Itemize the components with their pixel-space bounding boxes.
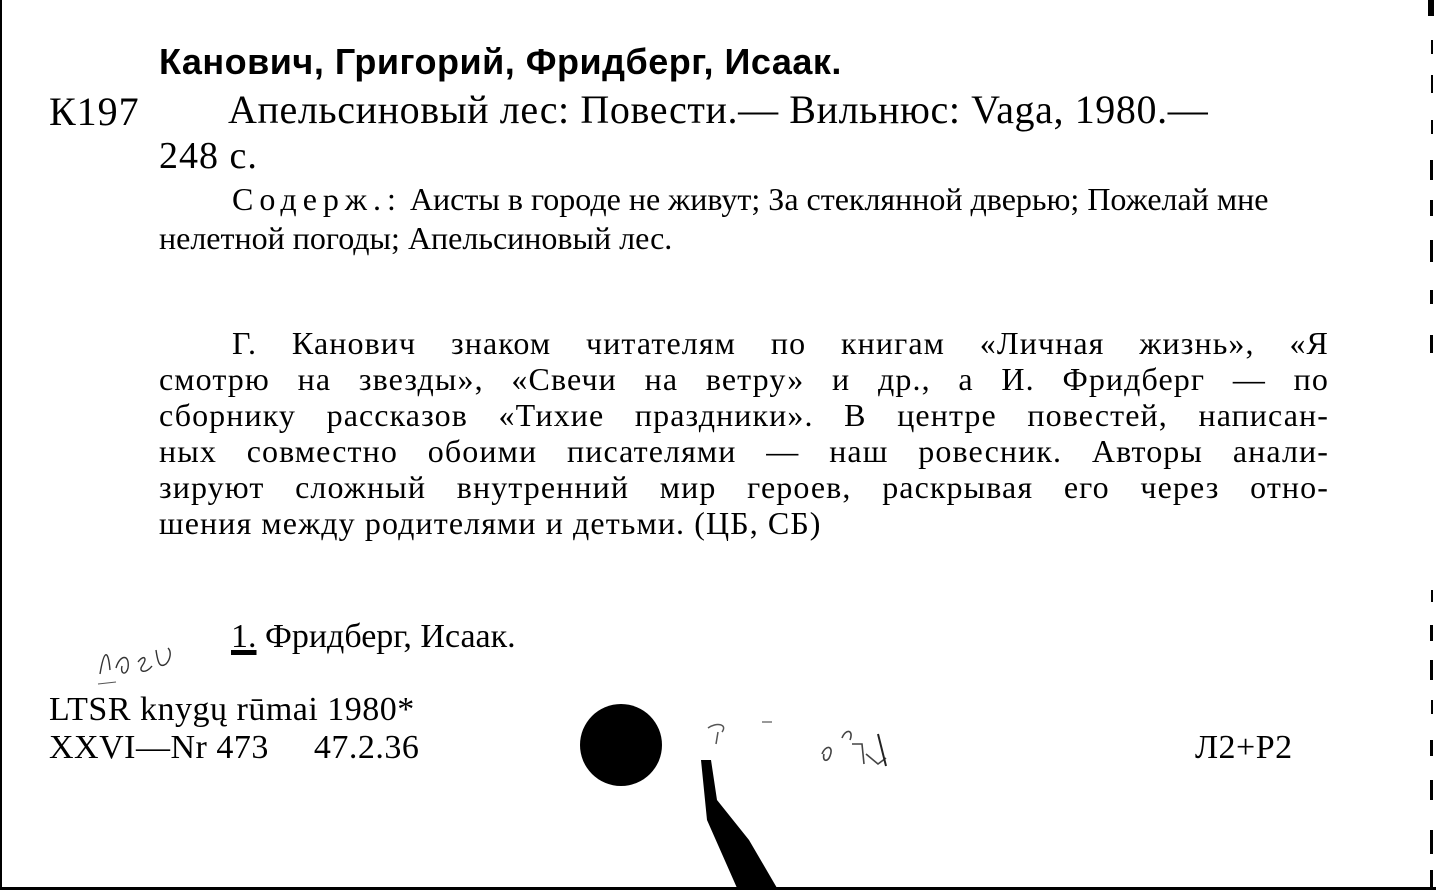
imprint-line-1: LTSR knygų rūmai 1980* bbox=[49, 691, 415, 728]
annotation-line: зируют сложный внутренний мир героев, раскрывая его через отно- bbox=[159, 469, 1329, 505]
tracing-number: 1. bbox=[231, 618, 257, 655]
annotation-line: сборнику рассказов «Тихие праздники». В центре повестей, написан- bbox=[159, 397, 1329, 433]
classification-codes: Л2+Р2 bbox=[1195, 729, 1293, 766]
scan-shadow bbox=[697, 760, 787, 888]
annotation-line: шения между родителями и детьми. (ЦБ, СБ) bbox=[159, 505, 822, 541]
contents-text: Аисты в городе не живут; За стеклянной дверью; Пожелай мне нелетной погоды; Апельсиновый лес. bbox=[159, 181, 1269, 256]
tracing-entry bbox=[231, 620, 516, 654]
page-count: 248 с. bbox=[159, 135, 258, 177]
punch-hole bbox=[580, 704, 662, 786]
title-line: Апельсиновый лес: Повести.— Вильнюс: Vaga, 1980.— bbox=[228, 87, 1209, 132]
author-heading: Канович, Григорий, Фридберг, Исаак. bbox=[159, 41, 842, 82]
annotation-line: смотрю на звезды», «Свечи на ветру» и др., а И. Фридберг — по bbox=[159, 361, 1329, 397]
annotation-line: Г. Канович знаком читателям по книгам «Личная жизнь», «Я bbox=[232, 325, 1329, 361]
edge-marks bbox=[1422, 0, 1436, 890]
contents-label: Содерж.: bbox=[232, 181, 402, 217]
handwritten-mark bbox=[86, 640, 186, 690]
annotation bbox=[159, 325, 1329, 541]
tracing-text: Фридберг, Исаак. bbox=[265, 618, 516, 655]
annotation-line: ных совместно обоими писателями — наш ровесник. Авторы анали- bbox=[159, 433, 1329, 469]
contents-note bbox=[159, 180, 1329, 258]
call-number: К197 bbox=[49, 89, 140, 134]
imprint-line-2: XXVI—Nr 473 47.2.36 bbox=[49, 729, 420, 766]
